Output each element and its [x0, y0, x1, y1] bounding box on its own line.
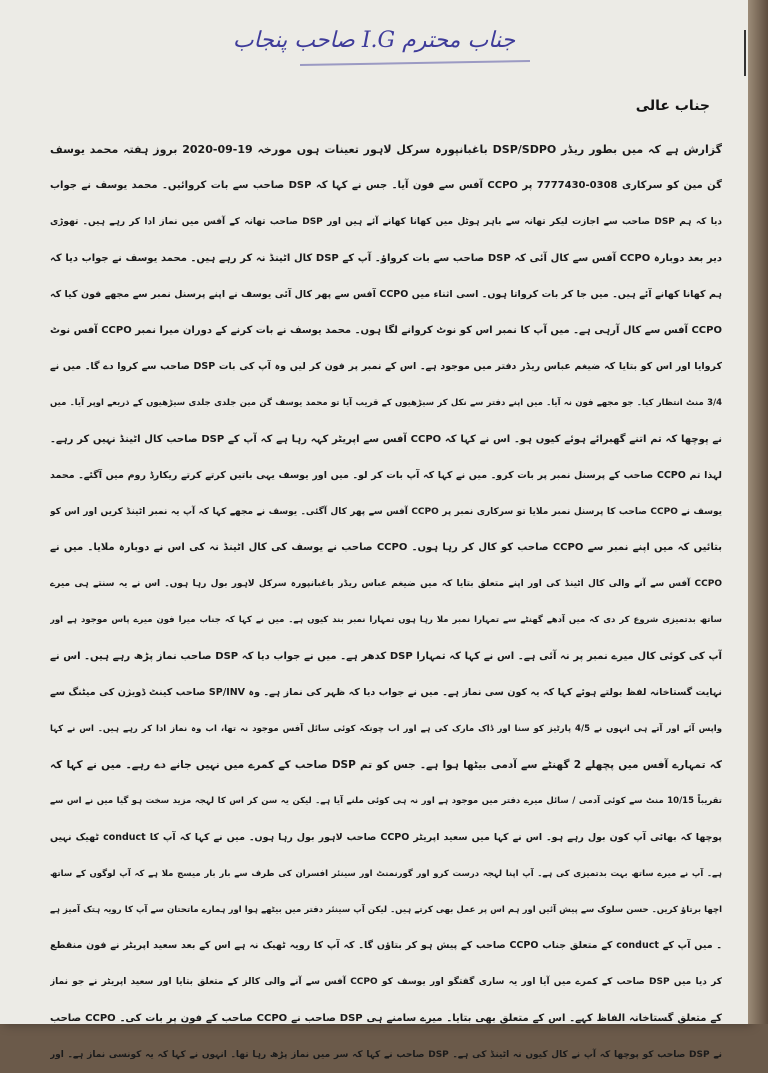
text-line: ۔ میں آپ کے conduct کے متعلق جناب CCPO صاحب کے پیش ہو کر بتاؤں گا۔ کہ آپ کا رویہ ٹھیک نہ ہے اس کے بعد سعید اپریٹر نے فون منقطع — [50, 940, 722, 952]
text-line: ساتھ بدتمیزی شروع کر دی کہ میں آدھے گھنٹے سے تمہارا نمبر ملا رہا ہوں تمہارا نمبر بند کیوں ہے۔ میں نے کہا کہ جناب میرا فون میرے پاس موجود ہے اور — [50, 615, 722, 626]
text-line: نے DSP صاحب کو پوچھا کہ آپ نے کال کیوں نہ اٹینڈ کی ہے۔ DSP صاحب نے کہا کہ سر میں نماز پڑھ رہا تھا۔ انہوں نے کہا کہ یہ کونسی نماز ہے۔ اور — [50, 1049, 722, 1060]
text-line: ہے۔ آپ نے میرے ساتھ بہت بدتمیزی کی ہے۔ آپ اپنا لہجہ درست کرو اور گورنمنٹ اور سینئر افسران کی طرف سے بار بار میسج ملا ہے کہ آپ لوگوں کے ساتھ — [50, 868, 722, 879]
text-line: پوچھا کہ بھائی آپ کون بول رہے ہو۔ اس نے کہا میں سعید اپریٹر CCPO صاحب لاہور بول رہا ہوں۔ میں نے کہا کہ آپ کا conduct ٹھیک نہیں — [50, 831, 722, 843]
text-line: آپ کی کوئی کال میرے نمبر پر نہ آئی ہے۔ اس نے کہا کہ تمہارا DSP کدھر ہے۔ میں نے جواب دیا کہ DSP صاحب نماز پڑھ رہے ہیں۔ اس نے — [50, 650, 722, 662]
text-line: دیر بعد دوبارہ CCPO آفس سے کال آئی کہ DSP صاحب سے بات کرواؤ۔ آپ کے DSP کال اٹینڈ نہ کر رہے ہیں۔ محمد یوسف نے جواب دیا کہ — [50, 252, 722, 264]
text-line: گزارش ہے کہ میں بطور ریڈر DSP/SDPO باغبانپورہ سرکل لاہور تعینات ہوں مورخہ 19-09-2020 بروز ہفتہ محمد یوسف — [50, 143, 722, 156]
text-line: کروایا اور اس کو بتایا کہ ضیغم عباس ریڈر دفتر میں موجود ہے۔ اس کے نمبر پر فون کر لیں وہ آپ کی بات DSP صاحب سے کروا دے گا۔ میں نے — [50, 361, 722, 373]
text-line: بتائیں کہ میں اپنے نمبر سے CCPO صاحب کو کال کر رہا ہوں۔ CCPO صاحب نے یوسف کی کال اٹینڈ نہ کی اس نے دوبارہ ملایا۔ میں نے — [50, 542, 722, 554]
text-line: نہایت گستاخانہ لفظ بولتے ہوئے کہا کہ یہ کون سی نماز ہے۔ میں نے جواب دیا کہ ظہر کی نماز ہے۔ وہ SP/INV صاحب کینٹ ڈویژن کی میٹنگ سے — [50, 686, 722, 698]
text-line: اچھا برتاؤ کریں۔ حسن سلوک سے پیش آئیں اور ہم اس پر عمل بھی کرتے ہیں۔ لیکن آپ سینئر دفتر میں بیٹھے ہوا اور ہمارے ماتحتان سے آپ کا رویہ ہتک آمیز ہے — [50, 904, 722, 915]
text-line: دیا کہ ہم DSP صاحب سے اجازت لیکر تھانہ سے باہر ہوٹل میں کھانا کھانے آئے ہیں اور DSP صاحب تھانہ کے آفس میں نماز ادا کر رہے ہیں۔ تھوڑی — [50, 217, 722, 228]
text-line: واپس آئے اور آتے ہی انہوں نے 4/5 پارٹیز کو سنا اور ڈاک مارک کی ہے اور اب چونکہ کوئی سائل آفس موجود نہ تھا، اب وہ نماز ادا کر رہے ہیں۔ اس نے کہا — [50, 724, 722, 734]
text-line: کے متعلق گستاخانہ الفاظ کہے۔ اس کے متعلق بھی بتایا۔ میرے سامنے ہی DSP صاحب نے CCPO صاحب کے فون پر بات کی۔ CCPO صاحب — [50, 1012, 722, 1024]
document-title: جناب محترم I.G صاحب پنجاب — [232, 28, 516, 53]
text-line: 3/4 منٹ انتظار کیا۔ جو مجھے فون نہ آیا۔ میں اپنے دفتر سے نکل کر سیڑھیوں کے قریب آیا تو محمد یوسف گن مین جلدی جلدی سیڑھیوں کے ذریعے اوپر آیا۔ میں — [50, 398, 722, 409]
title-underline — [300, 60, 530, 66]
text-line: گن مین کو سرکاری 0308-7777430 پر CCPO آفس سے فون آیا۔ جس نے کہا کہ DSP صاحب سے بات کروائیں۔ محمد یوسف نے جواب — [50, 180, 722, 192]
text-line: کر دیا میں DSP صاحب کے کمرے میں آیا اور یہ ساری گفتگو اور یوسف کو CCPO آفس سے آنے والی کالز کے متعلق بتایا اور سعید اپریٹر نے جو نماز — [50, 977, 722, 988]
text-line: لہذا تم CCPO صاحب کے پرسنل نمبر پر بات کرو۔ میں نے کہا کہ آپ بات کر لو۔ میں اور یوسف یہی باتیں کرتے کرتے ریکارڈ روم میں آگئے۔ محمد — [50, 469, 722, 481]
text-line: یوسف نے CCPO صاحب کا پرسنل نمبر ملایا تو سرکاری نمبر پر CCPO آفس سے پھر کال آگئی۔ یوسف نے مجھے کہا کہ آپ یہ نمبر اٹینڈ کریں اور اس کو — [50, 506, 722, 517]
page-edge — [748, 0, 768, 1024]
text-line: ہم کھانا کھانے آئے ہیں۔ میں جا کر بات کرواتا ہوں۔ اسی اثناء میں CCPO آفس سے پھر کال آئی یوسف نے اپنے پرسنل نمبر سے مجھے فون کیا کہ — [50, 288, 722, 300]
text-line: CCPO آفس سے کال آرہی ہے۔ میں آپ کا نمبر اس کو نوٹ کروانے لگا ہوں۔ محمد یوسف نے بات کرنے کے دوران میرا نمبر CCPO آفس نوٹ — [50, 324, 722, 336]
text-line: نے پوچھا کہ تم اتنے گھبرائے ہوئے کیوں ہو۔ اس نے کہا کہ CCPO آفس سے اپریٹر کہہ رہا ہے کہ آپ کے DSP صاحب کال اٹینڈ نہیں کر رہے۔ — [50, 433, 722, 445]
salutation: جناب عالی — [635, 98, 710, 114]
text-line: کہ تمہارے آفس میں پچھلے 2 گھنٹے سے آدمی بیٹھا ہوا ہے۔ جس کو تم DSP صاحب کے کمرے میں نہیں جانے دے رہے۔ میں نے کہا کہ — [50, 759, 722, 772]
document-body — [50, 132, 722, 1073]
text-line: CCPO آفس سے آنے والی کال اٹینڈ کی اور اپنے متعلق بتایا کہ میں ضیغم عباس ریڈر باغبانپورہ سرکل لاہور بول رہا ہوں۔ اس نے یہ سنتے ہی میرے — [50, 579, 722, 590]
text-line: تقریباً 10/15 منٹ سے کوئی آدمی / سائل میرے دفتر میں موجود ہے اور نہ ہی کوئی ملنے آیا ہے۔ لیکن یہ سن کر اس کا لہجہ مزید سخت ہو گیا میں نے اس سے — [50, 796, 722, 807]
